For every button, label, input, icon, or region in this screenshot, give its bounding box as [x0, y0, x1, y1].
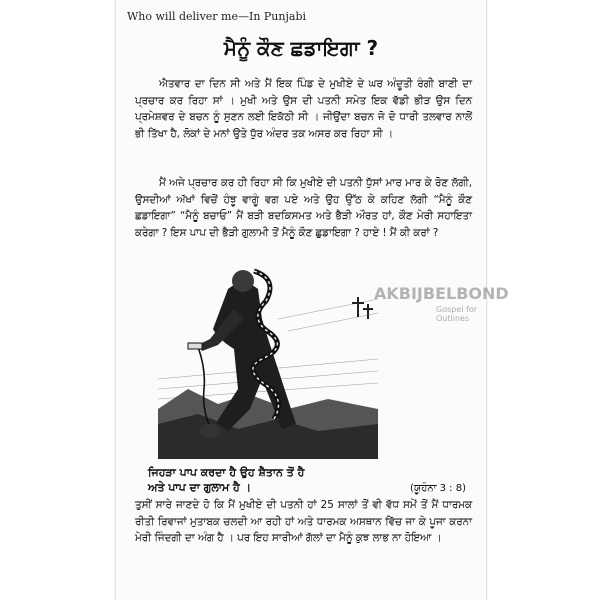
watermark-tagline: Gospel for Outlines — [436, 305, 478, 323]
page-title: ਮੈਨੂੰ ਕੌਣ ਛਡਾਇਗਾ ? — [223, 36, 379, 60]
document-page — [116, 0, 509, 600]
paragraph-1: ਐਤਵਾਰ ਦਾ ਦਿਨ ਸੀ ਅਤੇ ਮੈਂ ਇਕ ਪਿੰਡ ਦੇ ਮੁਖੀਏ ਦੇ ਘਰ ਅੰਦੂਤੀ ਰੰਗੀ ਬਾਣੀ ਦਾ ਪ੍ਰਚਾਰ ਕਰ ਰਿਹਾ ਸਾਂ । ਮੁਖੀ ਅਤੇ ਉਸ ਦੀ ਪਤਨੀ ਸਮੇਤ ਇਕ ਵੱਡੀ ਭੀੜ ਉਸ ਦਿਨ ਪ੍ਰਮੇਸ਼ਵਰ ਦੇ ਬਚਨ ਨੂੰ ਸੁਣਨ ਲਈ ਇਕੱਠੀ ਸੀ । ਜੀਉਂਦਾ ਬਚਨ ਜੋ ਦੋ ਧਾਰੀ ਤਲਵਾਰ ਨਾਲੋਂ ਭੀ ਤਿੱਖਾ ਹੈ, ਲੋਕਾਂ ਦੇ ਮਨਾਂ ਉਤੇ ਧੁੱਰ ਅੰਦਰ ਤਕ ਅਸਰ ਕਰ ਰਿਹਾ ਸੀ । — [135, 78, 472, 140]
verse-line-2: ਅਤੇ ਪਾਪ ਦਾ ਗੁਲਾਮ ਹੈ । — [148, 481, 252, 494]
paragraph-2: ਮੈਂ ਅਜੇ ਪ੍ਰਚਾਰ ਕਰ ਹੀ ਰਿਹਾ ਸੀ ਕਿ ਮੁਖੀਏ ਦੀ ਪਤਨੀ ਧੁੱਸਾਂ ਮਾਰ ਮਾਰ ਕੇ ਰੋਣ ਲੱਗੀ, ਉਸਦੀਆਂ ਅੱਖਾਂ ਵਿਚੋਂ ਹੰਝੂ ਵਾਗੂੰ ਵਗ ਪਏ ਅਤੇ ਉਹ ਉੱਠ ਕੇ ਕਹਿਣ ਲੱਗੀ “ਮੈਨੂੰ ਕੌਣ ਛਡਾਇਗਾ” “ਮੈਨੂੰ ਬਚਾਓ” ਮੈਂ ਬੜੀ ਬਦਕਿਸਮਤ ਅਤੇ ਭੈੜੀ ਔਰਤ ਹਾਂ, ਕੌਣ ਮੇਰੀ ਸਹਾਇਤਾ ਕਰੇਗਾ ? ਇਸ ਪਾਪ ਦੀ ਭੈੜੀ ਗੁਲਾਮੀ ਤੋਂ ਮੈਨੂੰ ਕੌਣ ਛੁਡਾਇਗਾ ? ਹਾਏ ! ਮੈਂ ਕੀ ਕਰਾਂ ? — [135, 177, 472, 239]
verse-line-1: ਜਿਹੜਾ ਪਾਪ ਕਰਦਾ ਹੈ ਉਹ ਸ਼ੈਤਾਨ ਤੋਂ ਹੈ — [148, 466, 305, 479]
man-bound-by-serpent-illustration — [158, 259, 378, 459]
paragraph-3: ਤੁਸੀਂ ਸਾਰੇ ਜਾਣਦੇ ਹੋ ਕਿ ਮੈਂ ਮੁਖੀਏ ਦੀ ਪਤਨੀ ਹਾਂ 25 ਸਾਲਾਂ ਤੋਂ ਵੀ ਵੱਧ ਸਮੇਂ ਤੋਂ ਮੈਂ ਧਾਰਮਕ ਰੀਤੀ ਰਿਵਾਜਾਂ ਮੁਤਾਬਕ ਚਲਦੀ ਆ ਰਹੀ ਹਾਂ ਅਤੇ ਧਾਰਮਕ ਅਸਥਾਨ ਵਿੱਚ ਜਾ ਕੇ ਪੂਜਾ ਕਰਨਾ ਮੇਰੀ ਜਿੰਦਗੀ ਦਾ ਅੰਗ ਹੈ । ਪਰ ਇਹ ਸਾਰੀਆਂ ਗੱਲਾਂ ਦਾ ਮੈਨੂੰ ਕੁਝ ਲਾਭ ਨਾ ਹੋਇਆ । — [135, 499, 472, 545]
page-header: Who will deliver me—In Punjabi — [127, 10, 307, 23]
verse-reference: (ਯੂਹੰਨਾ 3 : 8) — [409, 483, 466, 494]
watermark-logo: AKBIJBELBOND — [374, 284, 509, 303]
